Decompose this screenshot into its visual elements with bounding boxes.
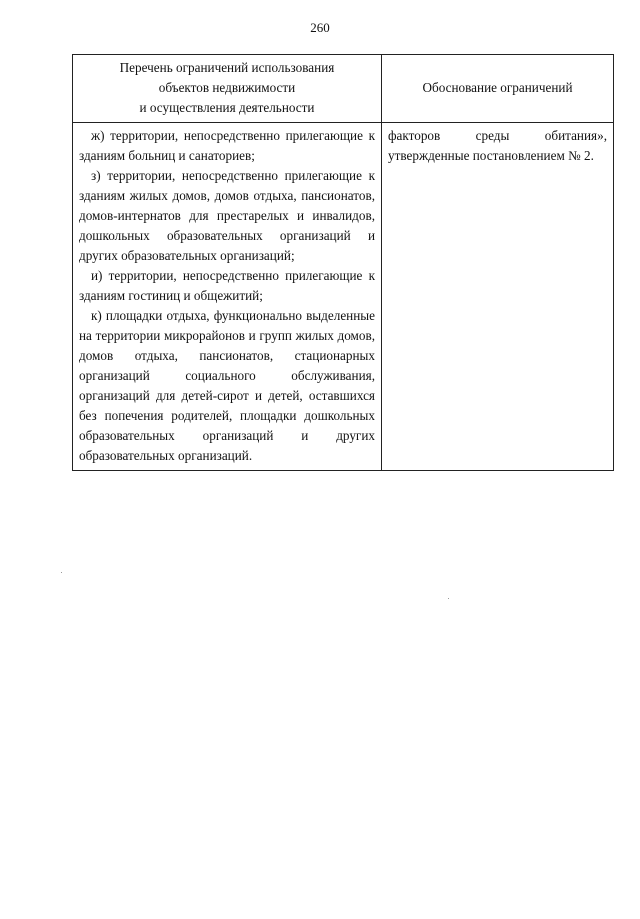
justification-cell [382, 123, 614, 471]
header-restrictions-list [73, 55, 382, 123]
list-item: ж) территории, непосредственно прилегающие к зданиям больниц и санаториев; [79, 128, 375, 163]
header-justification: Обоснование ограничений [382, 55, 614, 123]
header-line: и осуществления деятельности [139, 100, 315, 115]
list-item: з) территории, непосредственно прилегающие к зданиям жилых домов, домов отдыха, пансионатов, домов-интернатов для престарелых и инвалидов, дошкольных образовательных организаций и других образовательных организаций; [79, 168, 375, 263]
page-number: 260 [310, 20, 330, 35]
list-item: и) территории, непосредственно прилегающие к зданиям гостиниц и общежитий; [79, 268, 375, 303]
scan-speck [61, 572, 62, 573]
list-item: к) площадки отдыха, функционально выделенные на территории микрорайонов и групп жилых домов, домов отдыха, пансионатов, стационарных организаций социального обслуживания, организаций для детей-сирот и детей, оставшихся без попечения родителей, площадки дошкольных образовательных организаций и других образовательных организаций. [79, 308, 375, 463]
table-row [73, 123, 614, 471]
header-line: Перечень ограничений использования [119, 60, 335, 75]
table-header-row [73, 55, 614, 123]
header-line: объектов недвижимости [158, 80, 296, 95]
scan-speck [448, 598, 449, 599]
restrictions-cell [73, 123, 382, 471]
restrictions-table [72, 54, 614, 471]
justification-text: факторов среды обитания», утвержденные постановлением № 2. [388, 128, 607, 163]
